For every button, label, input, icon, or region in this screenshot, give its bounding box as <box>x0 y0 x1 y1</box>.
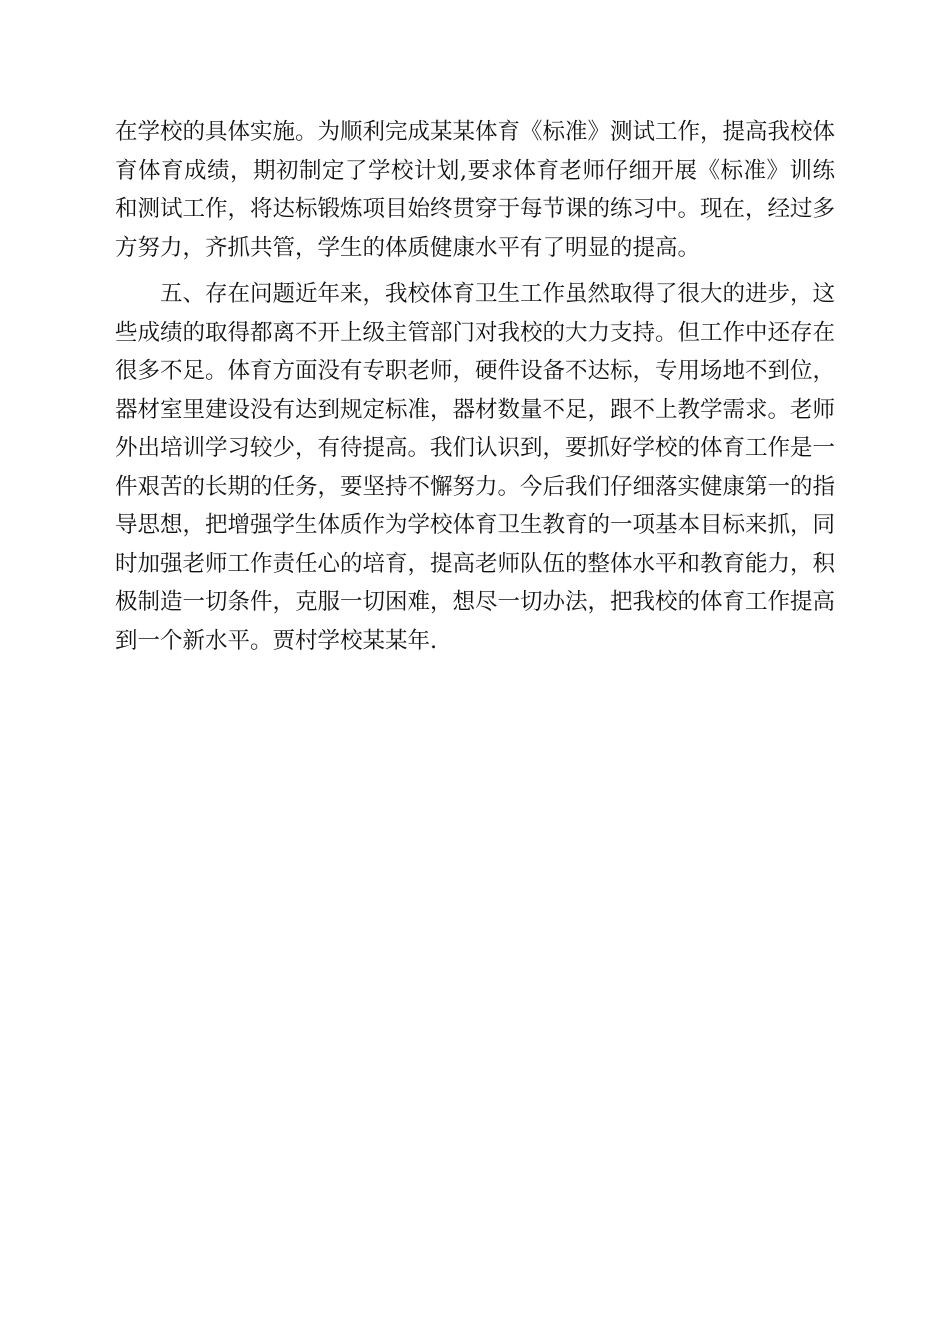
paragraph-continued: 在学校的具体实施。为顺利完成某某体育《标准》测试工作，提高我校体育体育成绩，期初制定了学校计划,要求体育老师仔细开展《标准》训练和测试工作，将达标锻炼项目始终贯穿于每节课的练习中。现在，经过多方努力，齐抓共管，学生的体质健康水平有了明显的提高。 <box>115 119 836 261</box>
paragraph-problems: 五、存在问题近年来，我校体育卫生工作虽然取得了很大的进步，这些成绩的取得都离不开上级主管部门对我校的大力支持。但工作中还存在很多不足。体育方面没有专职老师，硬件设备不达标，专用场地不到位，器材室里建设没有达到规定标准，器材数量不足，跟不上教学需求。老师外出培训学习较少，有待提高。我们认识到，要抓好学校的体育工作是一件艰苦的长期的任务，要坚持不懈努力。今后我们仔细落实健康第一的指导思想，把增强学生体质作为学校体育卫生教育的一项基本目标来抓，同时加强老师工作责任心的培育，提高老师队伍的整体水平和教育能力，积极制造一切条件，克服一切困难，想尽一切办法，把我校的体育工作提高到一个新水平。贾村学校某某年. <box>115 281 836 654</box>
document-body <box>115 113 835 660</box>
